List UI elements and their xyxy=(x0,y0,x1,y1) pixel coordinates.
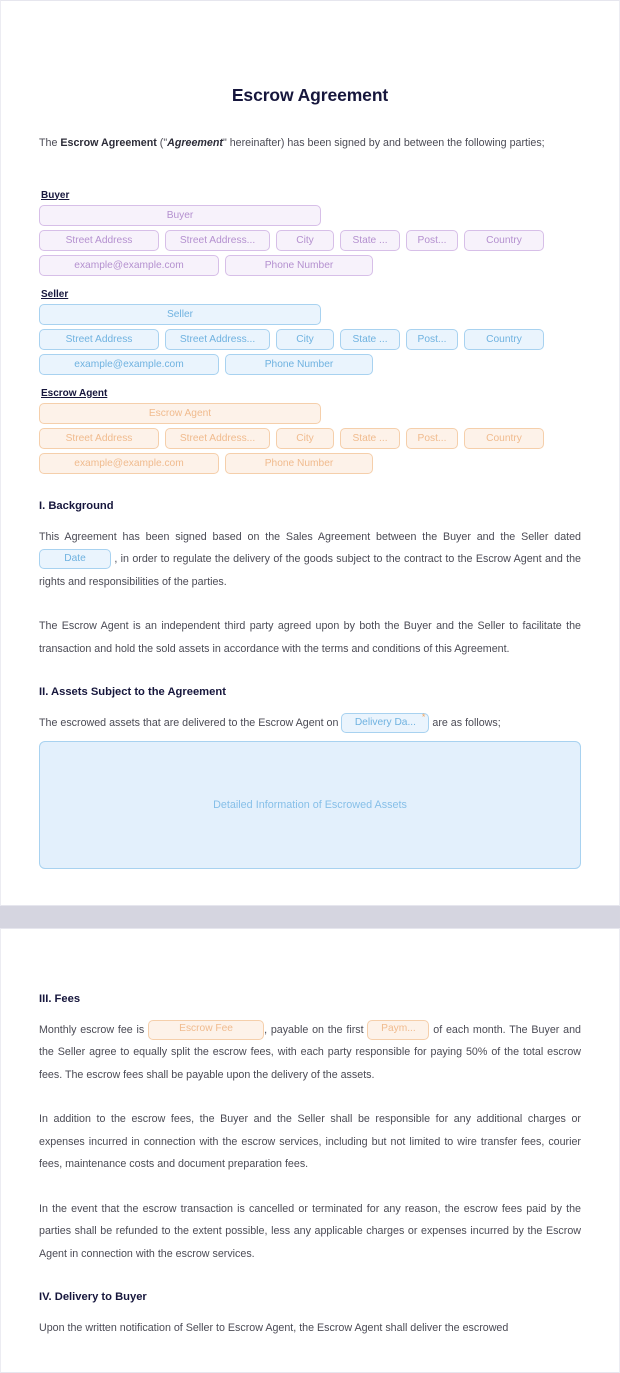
delivery-date-input[interactable] xyxy=(341,713,429,733)
intro-text-mid2: " hereinafter) has been signed by and between the following parties; xyxy=(222,137,545,149)
seller-email-input[interactable]: example@example.com xyxy=(39,354,219,375)
escrow-agent-address-row xyxy=(39,428,581,449)
buyer-address-row xyxy=(39,230,581,251)
sales-agreement-date-input[interactable]: Date xyxy=(39,549,111,569)
section-heading-fees: III. Fees xyxy=(39,992,81,1005)
buyer-phone-input[interactable]: Phone Number xyxy=(225,255,373,276)
seller-state-input[interactable]: State ... xyxy=(340,329,400,350)
escrow-agent-city-input[interactable]: City xyxy=(276,428,334,449)
party-block-escrow-agent xyxy=(39,383,581,474)
background-paragraph-2: The Escrow Agent is an independent third party agreed upon by both the Buyer and the Seller to facilitate the transaction and hold the sold assets in accordance with the terms and conditions of this Agreement. xyxy=(39,620,581,655)
escrow-agent-country-input[interactable]: Country xyxy=(464,428,544,449)
escrow-agent-contact-row xyxy=(39,453,581,474)
section-heading-assets: II. Assets Subject to the Agreement xyxy=(39,686,226,698)
party-label-buyer: Buyer xyxy=(41,189,70,201)
seller-postal-code-input[interactable]: Post... xyxy=(406,329,458,350)
buyer-postal-code-input[interactable]: Post... xyxy=(406,230,458,251)
page-break-separator xyxy=(0,906,620,928)
buyer-email-input[interactable]: example@example.com xyxy=(39,255,219,276)
buyer-state-input[interactable]: State ... xyxy=(340,230,400,251)
escrow-agent-state-input[interactable]: State ... xyxy=(340,428,400,449)
fees-p1-before: Monthly escrow fee is xyxy=(39,1023,145,1036)
escrow-agent-name-input[interactable]: Escrow Agent xyxy=(39,403,321,424)
background-p1-after: , in order to regulate the delivery of the goods subject to the contract to the Escrow Agent and the rights and responsibilities of the parties. xyxy=(39,553,581,588)
seller-contact-row xyxy=(39,354,581,375)
intro-text-mid1: (" xyxy=(156,137,168,149)
delivery-paragraph-1: Upon the written notification of Seller to Escrow Agent, the Escrow Agent shall deliver the escrowed xyxy=(39,1322,509,1334)
fees-paragraph-3: In the event that the escrow transaction is cancelled or terminated for any reason, the escrow fees paid by the parties shall be refunded to the extent possible, less any applicable charges or expenses incurred by the Escrow Agent in connection with the escrow services. xyxy=(39,1202,581,1260)
buyer-street-address-2-input[interactable]: Street Address... xyxy=(165,230,270,251)
delivery-date-placeholder: Delivery Da... xyxy=(354,716,416,728)
buyer-city-input[interactable]: City xyxy=(276,230,334,251)
assets-p1-after: are as follows; xyxy=(432,717,501,729)
party-block-buyer xyxy=(39,185,581,276)
payment-day-input[interactable]: Paym... xyxy=(367,1020,429,1040)
escrowed-assets-textarea[interactable]: Detailed Information of Escrowed Assets xyxy=(39,741,581,869)
party-label-escrow-agent: Escrow Agent xyxy=(41,387,108,399)
seller-address-row xyxy=(39,329,581,350)
seller-phone-input[interactable]: Phone Number xyxy=(225,354,373,375)
background-paragraph-1 xyxy=(39,526,581,594)
escrow-agent-street-address-2-input[interactable]: Street Address... xyxy=(165,428,270,449)
section-heading-delivery: IV. Delivery to Buyer xyxy=(39,1291,147,1303)
document-page-2 xyxy=(0,928,620,1373)
seller-street-address-input[interactable]: Street Address xyxy=(39,329,159,350)
intro-text-before: The xyxy=(39,137,61,149)
fees-paragraph-1 xyxy=(39,1019,581,1087)
intro-italic-term: Agreement xyxy=(167,137,223,149)
intro-paragraph xyxy=(39,132,581,155)
party-block-seller xyxy=(39,284,581,375)
escrow-agent-postal-code-input[interactable]: Post... xyxy=(406,428,458,449)
assets-paragraph-1 xyxy=(39,712,581,735)
assets-p1-before: The escrowed assets that are delivered to the Escrow Agent on xyxy=(39,717,339,729)
background-p1-before: This Agreement has been signed based on the Sales Agreement between the Buyer and the Seller dated xyxy=(39,530,581,543)
buyer-country-input[interactable]: Country xyxy=(464,230,544,251)
seller-name-input[interactable]: Seller xyxy=(39,304,321,325)
seller-country-input[interactable]: Country xyxy=(464,329,544,350)
section-heading-background: I. Background xyxy=(39,499,114,512)
fees-p1-mid: , payable on the first xyxy=(264,1023,364,1036)
escrow-agent-email-input[interactable]: example@example.com xyxy=(39,453,219,474)
escrow-agent-street-address-input[interactable]: Street Address xyxy=(39,428,159,449)
fees-p1-after: of each month. The Buyer and the Seller agree to equally split the escrow fees, with each party responsible for paying 50% of the total escrow fees. The escrow fees shall be payable upon the delivery of the assets. xyxy=(39,1023,581,1081)
buyer-name-input[interactable]: Buyer xyxy=(39,205,321,226)
seller-name-row xyxy=(39,304,581,325)
escrow-agent-phone-input[interactable]: Phone Number xyxy=(225,453,373,474)
escrow-fee-input[interactable]: Escrow Fee xyxy=(148,1020,264,1040)
page-title: Escrow Agreement xyxy=(231,85,389,105)
intro-bold-term: Escrow Agreement xyxy=(60,137,157,149)
buyer-street-address-input[interactable]: Street Address xyxy=(39,230,159,251)
escrow-agent-name-row xyxy=(39,403,581,424)
fees-paragraph-2: In addition to the escrow fees, the Buyer and the Seller shall be responsible for any additional charges or expenses incurred in connection with the escrow services, including but not limited to wire transfer fees, courier fees, maintenance costs and document preparation fees. xyxy=(39,1113,581,1170)
buyer-name-row xyxy=(39,205,581,226)
party-label-seller: Seller xyxy=(41,288,69,300)
required-asterisk-icon: * xyxy=(421,712,426,723)
buyer-contact-row xyxy=(39,255,581,276)
seller-street-address-2-input[interactable]: Street Address... xyxy=(165,329,270,350)
seller-city-input[interactable]: City xyxy=(276,329,334,350)
